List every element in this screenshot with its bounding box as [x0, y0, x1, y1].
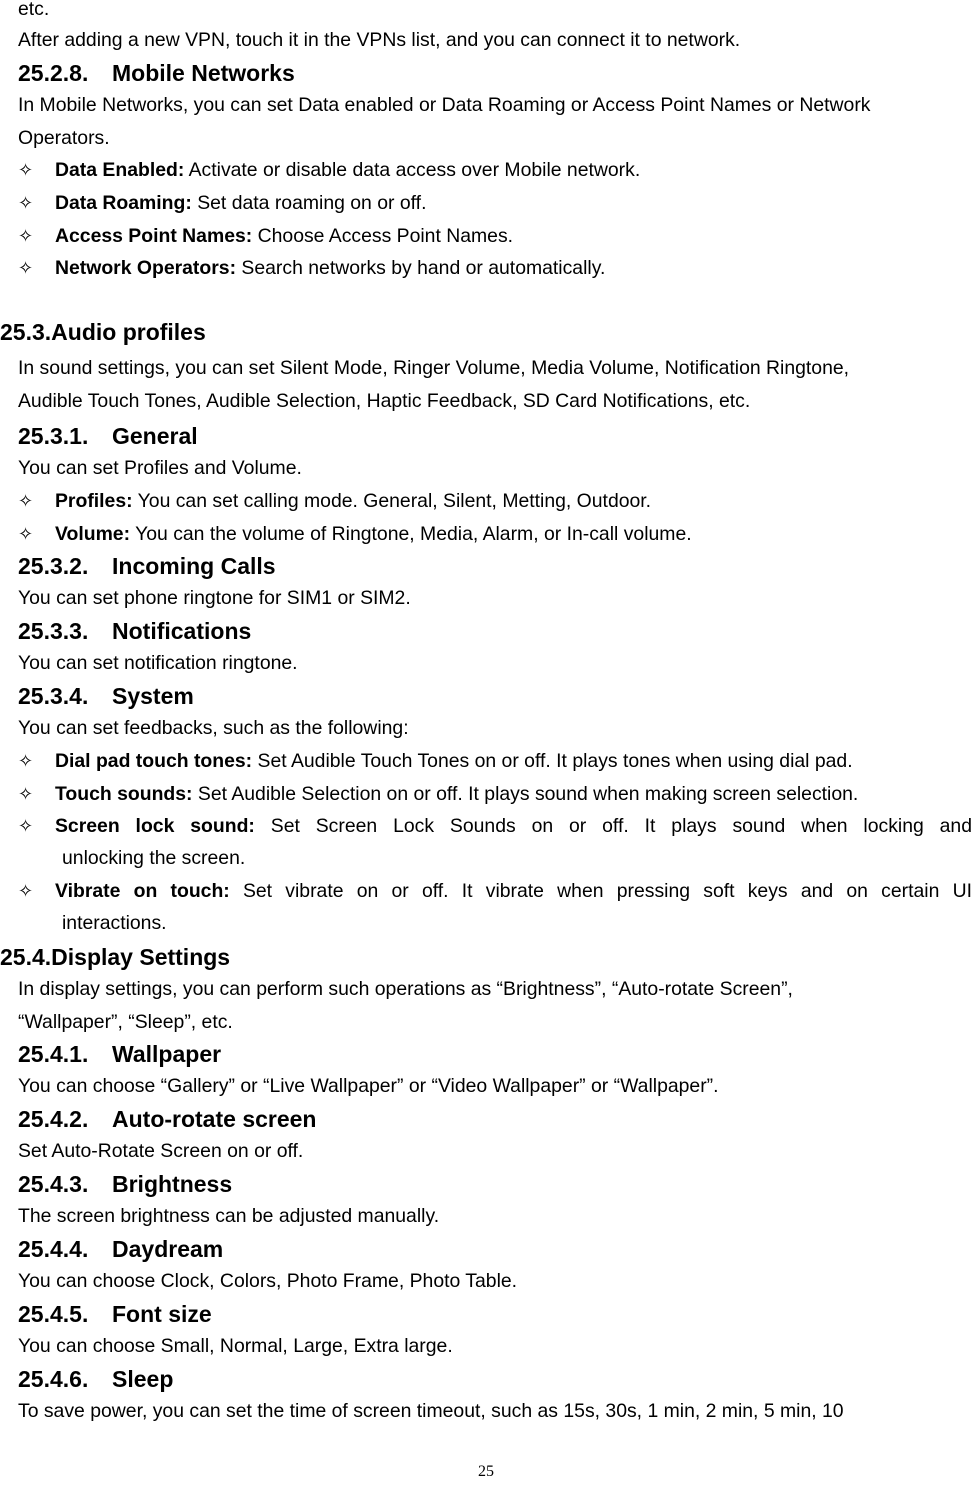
- section-number: 25.4.6.: [18, 1366, 89, 1392]
- paragraph-line: You can choose “Gallery” or “Live Wallpaper” or “Video Wallpaper” or “Wallpaper”.: [18, 1075, 719, 1097]
- bullet-text: Choose Access Point Names.: [252, 225, 514, 247]
- bullet-item: [18, 191, 426, 216]
- bullet-label: Vibrate on touch:: [55, 880, 230, 902]
- paragraph-line: You can set phone ringtone for SIM1 or SIM2.: [18, 587, 411, 609]
- section-title: Auto-rotate screen: [112, 1106, 317, 1132]
- paragraph-line: You can choose Small, Normal, Large, Extra large.: [18, 1335, 453, 1357]
- section-heading-brightness: [18, 1170, 232, 1198]
- section-number: 25.4.1.: [18, 1041, 89, 1067]
- section-title: Daydream: [112, 1236, 224, 1262]
- bullet-label: Access Point Names:: [55, 225, 253, 247]
- section-number: 25.4.2.: [18, 1106, 89, 1132]
- paragraph-line: You can set feedbacks, such as the following:: [18, 717, 409, 739]
- section-title: Audio profiles: [51, 319, 206, 345]
- paragraph-line: The screen brightness can be adjusted manually.: [18, 1205, 440, 1227]
- bullet-item: [18, 489, 651, 514]
- bullet-label: Data Enabled:: [55, 159, 185, 181]
- section-heading-daydream: [18, 1235, 223, 1263]
- section-heading-incoming-calls: [18, 552, 276, 580]
- bullet-label: Network Operators:: [55, 257, 237, 279]
- bullet-continuation: unlocking the screen.: [62, 847, 246, 869]
- section-heading-sleep: [18, 1365, 173, 1393]
- diamond-outline-icon: ✧: [18, 816, 34, 837]
- section-heading-mobile-networks: [18, 59, 295, 87]
- section-number: 25.4.5.: [18, 1301, 89, 1327]
- diamond-outline-icon: ✧: [18, 193, 34, 214]
- bullet-text: Set Audible Touch Tones on or off. It plays tones when using dial pad.: [252, 750, 853, 772]
- section-heading-font-size: [18, 1300, 212, 1328]
- section-title: Incoming Calls: [112, 553, 276, 579]
- section-title: Mobile Networks: [112, 60, 295, 86]
- bullet-continuation: interactions.: [62, 912, 167, 934]
- bullet-label: Data Roaming:: [55, 192, 192, 214]
- paragraph-line: To save power, you can set the time of screen timeout, such as 15s, 30s, 1 min, 2 min, 5 min, 10: [18, 1400, 844, 1422]
- bullet-item: [18, 814, 972, 839]
- bullet-item: [18, 522, 692, 547]
- bullet-label: Volume:: [55, 523, 131, 545]
- bullet-text: Set Audible Selection on or off. It plays sound when making screen selection.: [192, 783, 859, 805]
- bullet-text: Set data roaming on or off.: [191, 192, 427, 214]
- section-title: System: [112, 683, 194, 709]
- bullet-text: Activate or disable data access over Mobile network.: [184, 159, 641, 181]
- section-title: Wallpaper: [112, 1041, 222, 1067]
- paragraph-line: You can set Profiles and Volume.: [18, 457, 302, 479]
- paragraph-line: In sound settings, you can set Silent Mode, Ringer Volume, Media Volume, Notification Ringtone,: [18, 357, 850, 379]
- diamond-outline-icon: ✧: [18, 491, 34, 512]
- section-number: 25.4.3.: [18, 1171, 89, 1197]
- section-number: 25.2.8.: [18, 60, 89, 86]
- section-heading-display-settings: [0, 943, 230, 971]
- bullet-item: [18, 749, 853, 774]
- bullet-label: Screen lock sound:: [55, 815, 255, 837]
- section-number: 25.4.4.: [18, 1236, 89, 1262]
- section-heading-audio-profiles: [0, 318, 206, 346]
- diamond-outline-icon: ✧: [18, 881, 34, 902]
- bullet-label: Profiles:: [55, 490, 133, 512]
- bullet-item: [18, 224, 513, 249]
- bullet-item: [18, 256, 605, 281]
- diamond-outline-icon: ✧: [18, 751, 34, 772]
- section-heading-auto-rotate: [18, 1105, 316, 1133]
- bullet-text: You can the volume of Ringtone, Media, Alarm, or In-call volume.: [130, 523, 692, 545]
- section-title: Sleep: [112, 1366, 174, 1392]
- section-title: Brightness: [112, 1171, 233, 1197]
- paragraph-line: Set Auto-Rotate Screen on or off.: [18, 1140, 304, 1162]
- paragraph-line: In Mobile Networks, you can set Data enabled or Data Roaming or Access Point Names or Network: [18, 94, 871, 116]
- bullet-item: [18, 879, 972, 904]
- section-number: 25.3.: [0, 319, 52, 345]
- section-title: Display Settings: [51, 944, 231, 970]
- paragraph-line: You can choose Clock, Colors, Photo Frame, Photo Table.: [18, 1270, 518, 1292]
- diamond-outline-icon: ✧: [18, 160, 34, 181]
- section-number: 25.3.4.: [18, 683, 89, 709]
- section-number: 25.3.2.: [18, 553, 89, 579]
- section-number: 25.4.: [0, 944, 52, 970]
- bullet-label: Dial pad touch tones:: [55, 750, 253, 772]
- bullet-label: Touch sounds:: [55, 783, 193, 805]
- paragraph-line: Audible Touch Tones, Audible Selection, Haptic Feedback, SD Card Notifications, etc.: [18, 390, 751, 412]
- section-title: General: [112, 423, 198, 449]
- section-title: Notifications: [112, 618, 252, 644]
- bullet-item: [18, 158, 640, 183]
- section-number: 25.3.1.: [18, 423, 89, 449]
- paragraph-line: In display settings, you can perform such operations as “Brightness”, “Auto-rotate Screen”,: [18, 978, 793, 1000]
- page-number: 25: [478, 1463, 494, 1480]
- section-heading-notifications: [18, 617, 251, 645]
- bullet-text: You can set calling mode. General, Silent, Metting, Outdoor.: [132, 490, 652, 512]
- section-title: Font size: [112, 1301, 212, 1327]
- diamond-outline-icon: ✧: [18, 258, 34, 279]
- paragraph-line: After adding a new VPN, touch it in the VPNs list, and you can connect it to network.: [18, 29, 741, 51]
- bullet-text: Set vibrate on or off. It vibrate when pressing soft keys and on certain UI: [229, 880, 972, 902]
- section-heading-wallpaper: [18, 1040, 221, 1068]
- paragraph-line: You can set notification ringtone.: [18, 652, 298, 674]
- diamond-outline-icon: ✧: [18, 524, 34, 545]
- diamond-outline-icon: ✧: [18, 226, 34, 247]
- bullet-text: Set Screen Lock Sounds on or off. It plays sound when locking and: [254, 815, 972, 837]
- paragraph-line: etc.: [18, 0, 50, 20]
- diamond-outline-icon: ✧: [18, 784, 34, 805]
- bullet-text: Search networks by hand or automatically.: [236, 257, 606, 279]
- section-number: 25.3.3.: [18, 618, 89, 644]
- bullet-item: [18, 782, 858, 807]
- paragraph-line: Operators.: [18, 127, 110, 149]
- paragraph-line: “Wallpaper”, “Sleep”, etc.: [18, 1011, 233, 1033]
- section-heading-system: [18, 682, 194, 710]
- section-heading-general: [18, 422, 198, 450]
